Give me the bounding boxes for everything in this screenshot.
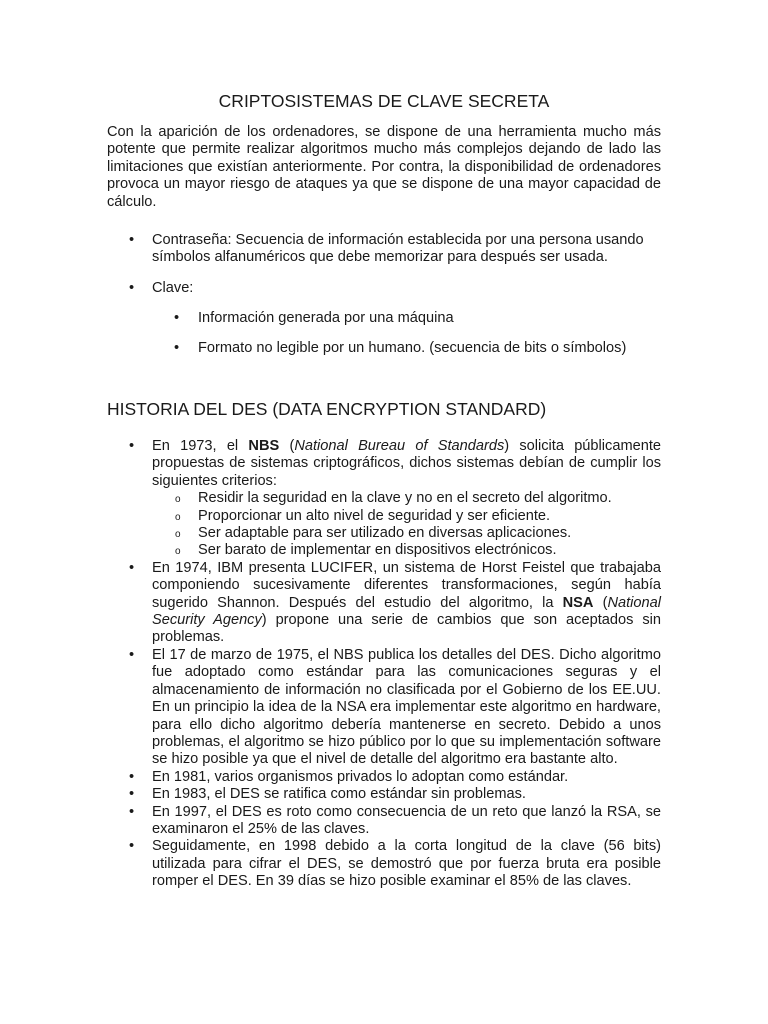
- criteria-item: [107, 490, 661, 507]
- des-history-list: [107, 438, 661, 891]
- list-item: [107, 786, 661, 803]
- bullet-icon: •: [174, 310, 180, 326]
- circle-bullet-icon: o: [175, 529, 181, 541]
- list-item-text: Contraseña: Secuencia de información establecida por una persona usando símbolos alfanuméricos que debe memorizar para después ser usada.: [152, 232, 644, 266]
- bullet-icon: •: [129, 559, 135, 576]
- section-title-historia-des: HISTORIA DEL DES (DATA ENCRYPTION STANDARD): [107, 399, 547, 419]
- list-item-contrasena: [107, 232, 661, 267]
- nbs-full-name: National Bureau of Standards: [294, 438, 505, 454]
- list-item: [107, 769, 661, 786]
- sublist-item: [107, 340, 661, 357]
- criteria-text: Proporcionar un alto nivel de seguridad y ser eficiente.: [198, 507, 551, 524]
- list-item-text: En 1997, el DES es roto como consecuencia de un reto que lanzó la RSA, se examinaron el 25% de las claves.: [152, 803, 661, 837]
- list-item-text: El 17 de marzo de 1975, el NBS publica los detalles del DES. Dicho algoritmo fue adoptado como estándar para las comunicaciones seguras y el almacenamiento de información no clasificada por el Gobierno de los EE.UU. En un principio la idea de la NSA era implementar este algoritmo en hardware, para ello dicho algoritmo debería mantenerse en secreto. Debido a unos problemas, el algoritmo se hizo público por lo que su implementación software se hizo posible ya que el nivel de detalle del algoritmo era bastante alto.: [152, 646, 661, 768]
- section-title-criptosistemas: CRIPTOSISTEMAS DE CLAVE SECRETA: [218, 91, 550, 111]
- bullet-icon: •: [129, 438, 135, 454]
- text-run: ) solicita públicamente propuestas de sistemas criptográficos, dichos sistemas debían de cumplir los siguientes criterios:: [152, 438, 661, 489]
- bullet-icon: •: [129, 646, 135, 663]
- text-run: (: [593, 594, 608, 611]
- intro-paragraph: Con la aparición de los ordenadores, se dispone de una herramienta mucho más potente que permite realizar algoritmos mucho más complejos dejando de lado las limitaciones que existían anteriormente. Por contra, la disponibilidad de ordenadores provoca un mayor riesgo de ataques ya que se dispone de una mayor capacidad de cálculo.: [107, 124, 661, 210]
- list-item-text: Seguidamente, en 1998 debido a la corta longitud de la clave (56 bits) utilizada para cifrar el DES, se demostró que por fuerza bruta era posible romper el DES. En 39 días se hizo posible examinar el 85% de las claves.: [152, 838, 661, 890]
- list-item: [107, 560, 661, 647]
- list-item: [107, 438, 661, 490]
- bullet-icon: •: [129, 803, 135, 820]
- bullet-icon: •: [129, 280, 135, 296]
- text-run: En 1973, el: [152, 438, 249, 454]
- list-item-text: Formato no legible por un humano. (secuencia de bits o símbolos): [198, 340, 627, 356]
- bullet-icon: •: [129, 786, 135, 803]
- criteria-item: [107, 542, 661, 559]
- circle-bullet-icon: o: [175, 494, 181, 506]
- text-run: ) propone una serie de cambios que son aceptados sin problemas.: [152, 612, 661, 646]
- list-item-text: Clave:: [152, 280, 194, 296]
- criteria-item: [107, 508, 661, 525]
- nbs-acronym: NBS: [248, 438, 280, 454]
- nsa-full-name: National Security Agency: [152, 594, 661, 629]
- list-item: [107, 647, 661, 769]
- circle-bullet-icon: o: [175, 511, 181, 523]
- list-item-text: En 1981, varios organismos privados lo adoptan como estándar.: [152, 768, 569, 785]
- circle-bullet-icon: o: [175, 546, 181, 558]
- list-item: [107, 838, 661, 890]
- list-item: [107, 804, 661, 839]
- criteria-text: Ser adaptable para ser utilizado en diversas aplicaciones.: [198, 525, 572, 542]
- text-run: (: [279, 438, 295, 454]
- list-item-clave: [107, 280, 661, 297]
- criteria-text: Ser barato de implementar en dispositivos electrónicos.: [198, 542, 557, 559]
- list-item-text: En 1983, el DES se ratifica como estándar sin problemas.: [152, 786, 526, 803]
- nsa-acronym: NSA: [562, 594, 594, 611]
- bullet-icon: •: [129, 838, 135, 855]
- sublist-item: [107, 310, 661, 327]
- criteria-item: [107, 525, 661, 542]
- criteria-text: Residir la seguridad en la clave y no en el secreto del algoritmo.: [198, 490, 612, 507]
- list-item-text: Información generada por una máquina: [198, 310, 454, 326]
- bullet-icon: •: [174, 340, 180, 356]
- bullet-icon: •: [129, 232, 135, 248]
- text-run: En 1974, IBM presenta LUCIFER, un sistema de Horst Feistel que trabajaba componiendo sucesivamente diferentes transformaciones, según había sugerido Shannon. Después del estudio del algoritmo, la: [152, 559, 661, 611]
- bullet-icon: •: [129, 768, 135, 785]
